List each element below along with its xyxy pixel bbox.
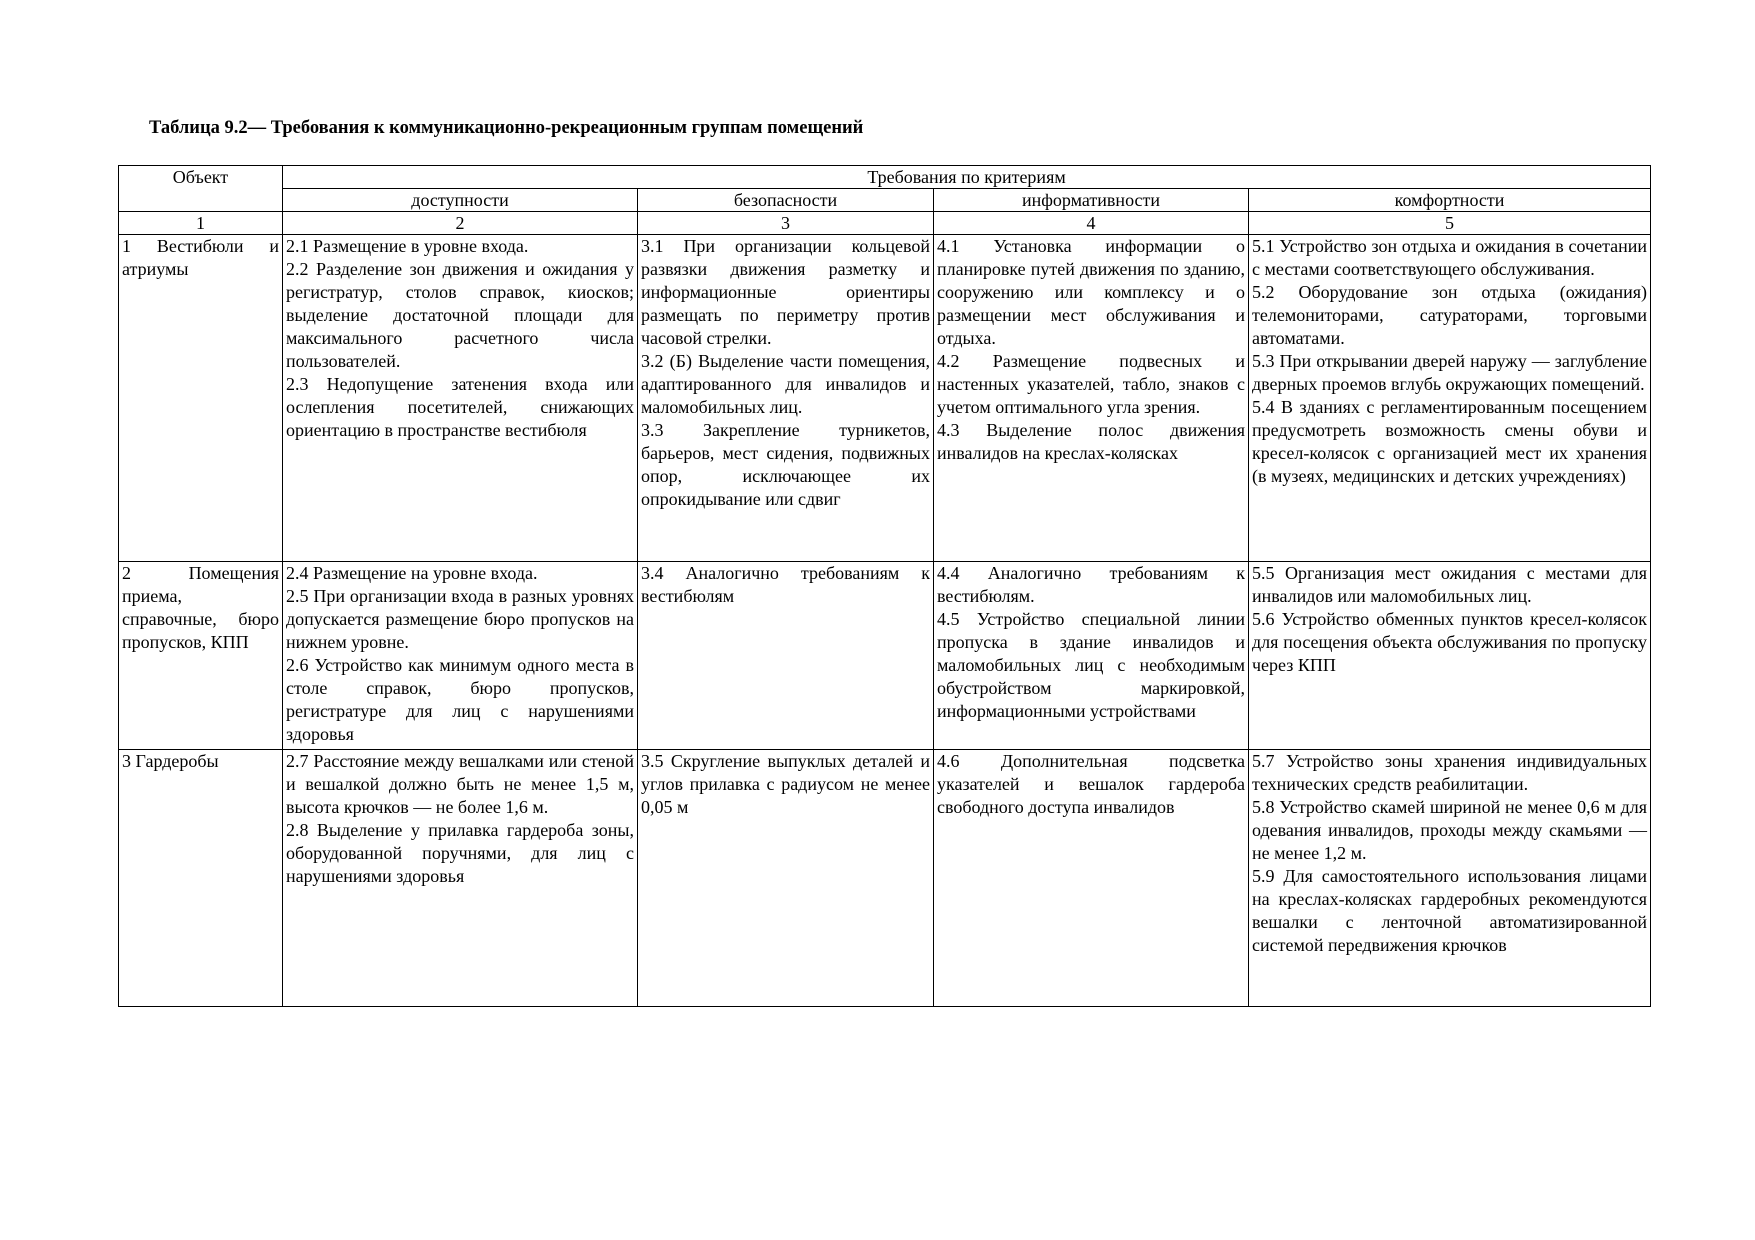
requirement-paragraph: 2.3 Недопущение затенения входа или ослепления посетителей, снижающих ориентацию в пространстве вестибюля: [286, 374, 634, 440]
object-cell: [119, 750, 283, 1007]
requirement-paragraph: 5.7 Устройство зоны хранения индивидуальных технических средств реабилитации.: [1252, 751, 1648, 794]
object-name: 3 Гардеробы: [122, 751, 219, 771]
requirement-paragraph: 3.5 Скругление выпуклых деталей и углов прилавка с радиусом не менее 0,05 м: [641, 751, 930, 817]
header-criteria-group: Требования по критериям: [283, 166, 1651, 189]
requirement-paragraph: 5.2 Оборудование зон отдыха (ожидания) телемониторами, сатураторами, торговыми автоматами.: [1252, 282, 1648, 348]
object-name: 1 Вестибюли и атриумы: [122, 236, 279, 279]
requirement-cell: [934, 235, 1249, 562]
requirement-paragraph: 5.9 Для самостоятельного использования лицами на креслах-колясках гардеробных рекомендуются вешалки с ленточной автоматизированной системой передвижения крючков: [1252, 866, 1648, 955]
requirement-cell: [1249, 750, 1651, 1007]
header-informativeness: информативности: [934, 189, 1249, 212]
column-number: 1: [119, 212, 283, 235]
requirement-paragraph: 5.6 Устройство обменных пунктов кресел-колясок для посещения объекта обслуживания по пропуску через КПП: [1252, 609, 1648, 675]
column-number: 3: [638, 212, 934, 235]
requirement-paragraph: 5.3 При открывании дверей наружу — заглубление дверных проемов вглубь окружающих помещений.: [1252, 351, 1648, 394]
requirement-paragraph: 5.4 В зданиях с регламентированным посещением предусмотреть возможность смены обуви и кресел-колясок с организацией мест их хранения (в музеях, медицинских и детских учреждениях): [1252, 397, 1648, 486]
column-number: 4: [934, 212, 1249, 235]
table-row: [119, 750, 1651, 1007]
requirement-paragraph: 3.1 При организации кольцевой развязки движения разметку и информационные ориентиры размещать по периметру против часовой стрелки.: [641, 236, 930, 348]
requirement-paragraph: 5.1 Устройство зон отдыха и ожидания в сочетании с местами соответствующего обслуживания.: [1252, 236, 1648, 279]
requirement-paragraph: 5.5 Организация мест ожидания с местами для инвалидов или маломобильных лиц.: [1252, 563, 1648, 606]
header-comfort: комфортности: [1249, 189, 1651, 212]
requirement-paragraph: 3.3 Закрепление турникетов, барьеров, мест сидения, подвижных опор, исключающее их опрокидывание или сдвиг: [641, 420, 930, 509]
requirement-cell: [283, 562, 638, 750]
requirement-paragraph: 4.1 Установка информации о планировке путей движения по зданию, сооружению или комплексу и о размещении мест обслуживания и отдыха.: [937, 236, 1245, 348]
requirement-paragraph: 2.2 Разделение зон движения и ожидания у регистратур, столов справок, киосков; выделение достаточной площади для максимального расчетного числа пользователей.: [286, 259, 634, 371]
table-caption: Таблица 9.2— Требования к коммуникационно-рекреационным группам помещений: [149, 118, 864, 138]
requirement-cell: [283, 235, 638, 562]
table-row: [119, 562, 1651, 750]
requirement-cell: [283, 750, 638, 1007]
requirement-paragraph: 2.4 Размещение на уровне входа.: [286, 563, 538, 583]
object-cell: [119, 562, 283, 750]
requirement-cell: [1249, 235, 1651, 562]
object-cell: [119, 235, 283, 562]
column-number: 5: [1249, 212, 1651, 235]
requirement-paragraph: 4.3 Выделение полос движения инвалидов на креслах-колясках: [937, 420, 1245, 463]
requirement-cell: [638, 235, 934, 562]
requirement-paragraph: 2.5 При организации входа в разных уровнях допускается размещение бюро пропусков на нижнем уровне.: [286, 586, 634, 652]
header-accessibility: доступности: [283, 189, 638, 212]
requirement-paragraph: 2.1 Размещение в уровне входа.: [286, 236, 529, 256]
requirement-paragraph: 5.8 Устройство скамей шириной не менее 0,6 м для одевания инвалидов, проходы между скамьями — не менее 1,2 м.: [1252, 797, 1648, 863]
requirement-paragraph: 2.8 Выделение у прилавка гардероба зоны, оборудованной поручнями, для лиц с нарушениями здоровья: [286, 820, 634, 886]
requirement-paragraph: 2.6 Устройство как минимум одного места в столе справок, бюро пропусков, регистратуре для лиц с нарушениями здоровья: [286, 655, 634, 744]
requirement-paragraph: 4.4 Аналогично требованиям к вестибюлям.: [937, 563, 1245, 606]
column-number: 2: [283, 212, 638, 235]
requirement-cell: [934, 562, 1249, 750]
requirement-cell: [638, 562, 934, 750]
requirement-paragraph: 4.6 Дополнительная подсветка указателей и вешалок гардероба свободного доступа инвалидов: [937, 751, 1245, 817]
requirement-cell: [1249, 562, 1651, 750]
header-object: Объект: [119, 166, 283, 212]
requirement-paragraph: 2.7 Расстояние между вешалками или стеной и вешалкой должно быть не менее 1,5 м, высота крючков — не более 1,6 м.: [286, 751, 634, 817]
requirement-paragraph: 4.2 Размещение подвесных и настенных указателей, табло, знаков с учетом оптимального угла зрения.: [937, 351, 1245, 417]
object-name: 2 Помещения приема, справочные, бюро пропусков, КПП: [122, 563, 279, 652]
header-numbers-row: [119, 212, 1651, 235]
header-row-2: [119, 189, 1651, 212]
requirement-cell: [638, 750, 934, 1007]
header-safety: безопасности: [638, 189, 934, 212]
requirement-paragraph: 3.2 (Б) Выделение части помещения, адаптированного для инвалидов и маломобильных лиц.: [641, 351, 930, 417]
requirement-paragraph: 4.5 Устройство специальной линии пропуска в здание инвалидов и маломобильных лиц с необходимым обустройством маркировкой, информационными устройствами: [937, 609, 1245, 721]
requirement-paragraph: 3.4 Аналогично требованиям к вестибюлям: [641, 563, 930, 606]
table-row: [119, 235, 1651, 562]
requirements-table: [118, 165, 1651, 1007]
header-row-1: [119, 166, 1651, 189]
requirement-cell: [934, 750, 1249, 1007]
